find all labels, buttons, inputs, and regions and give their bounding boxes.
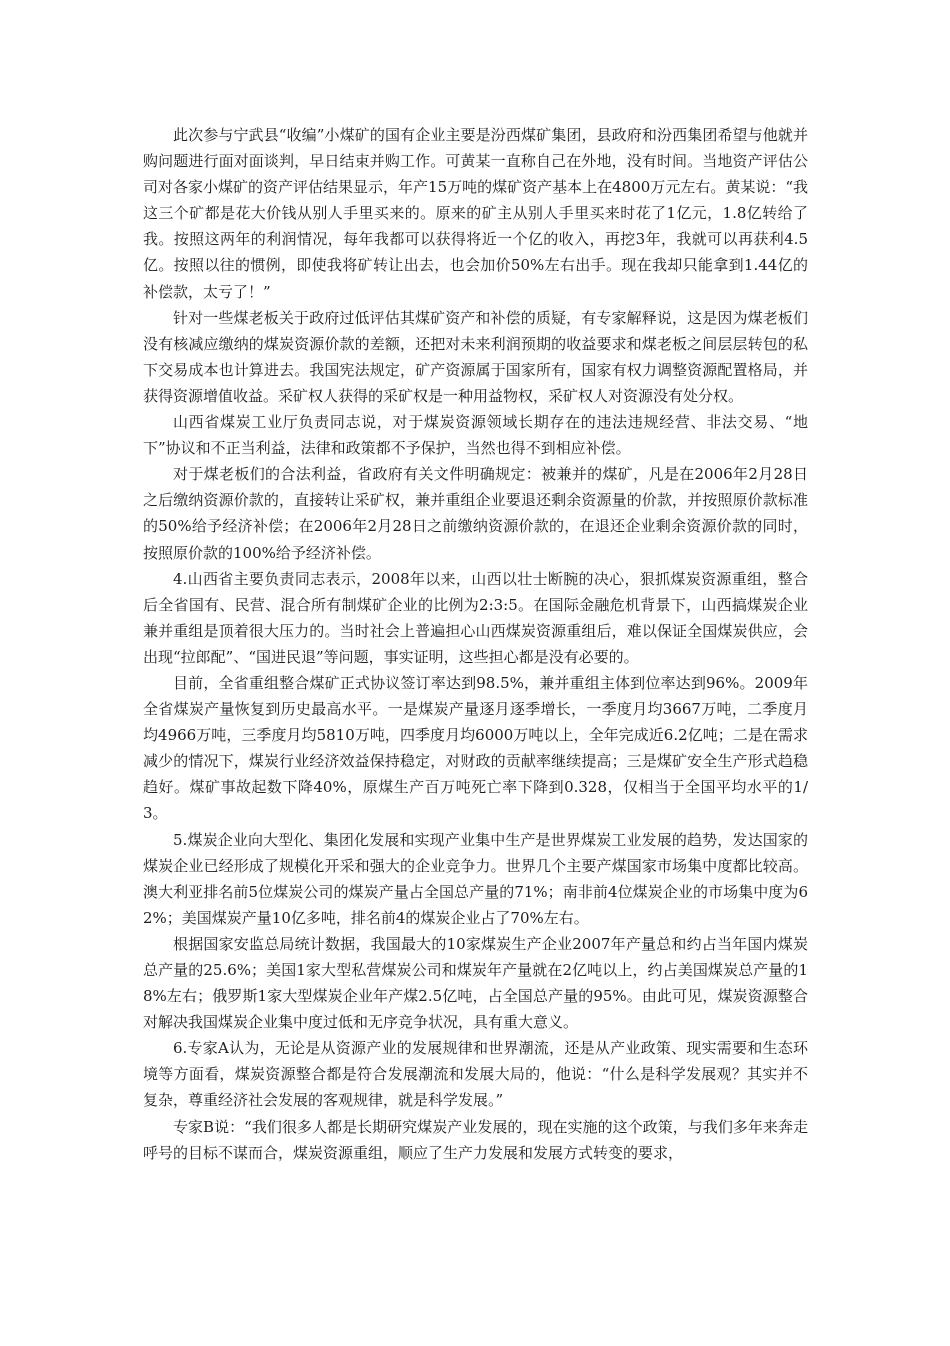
paragraph-10: 专家B说：“我们很多人都是长期研究煤炭产业发展的，现在实施的这个政策，与我们多年来奔走呼号的目标不谋而合，煤炭资源重组，顺应了生产力发展和发展方式转变的要求， bbox=[143, 1117, 808, 1162]
document-body bbox=[143, 122, 808, 1166]
paragraph-1: 此次参与宁武县“收编”小煤矿的国有企业主要是汾西煤矿集团，县政府和汾西集团希望与他就并购问题进行面对面谈判，早日结束并购工作。可黄某一直称自己在外地，没有时间。当地资产评估公司对各家小煤矿的资产评估结果显示，年产15万吨的煤矿资产基本上在4800万元左右。黄某说：“我这三个矿都是花大价钱从别人手里买来的。原来的矿主从别人手里买来时花了1亿元，1.8亿转给了我。按照这两年的利润情况，每年我都可以获得将近一个亿的收入，再挖3年，我就可以再获利4.5亿。按照以往的惯例，即使我将矿转让出去，也会加价50%左右出手。现在我却只能拿到1.44亿的补偿款，太亏了！” bbox=[143, 126, 808, 301]
paragraph-2: 针对一些煤老板关于政府过低评估其煤矿资产和补偿的质疑，有专家解释说，这是因为煤老板们没有核减应缴纳的煤炭资源价款的差额，还把对未来利润预期的收益要求和煤老板之间层层转包的私下交易成本也计算进去。我国宪法规定，矿产资源属于国家所有，国家有权力调整资源配置格局，并获得资源增值收益。采矿权人获得的采矿权是一种用益物权，采矿权人对资源没有处分权。 bbox=[143, 308, 808, 405]
paragraph-9: 6.专家A认为，无论是从资源产业的发展规律和世界潮流，还是从产业政策、现实需要和生态环境等方面看，煤炭资源整合都是符合发展潮流和发展大局的，他说：“什么是科学发展观？其实并不复杂，尊重经济社会发展的客观规律，就是科学发展。” bbox=[143, 1039, 808, 1110]
paragraph-4: 对于煤老板们的合法利益，省政府有关文件明确规定：被兼并的煤矿，凡是在2006年2月28日之后缴纳资源价款的，直接转让采矿权，兼并重组企业要退还剩余资源量的价款，并按照原价款标准的50%给予经济补偿；在2006年2月28日之前缴纳资源价款的，在退还企业剩余资源价款的同时，按照原价款的100%给予经济补偿。 bbox=[143, 465, 808, 562]
paragraph-3: 山西省煤炭工业厅负责同志说，对于煤炭资源领域长期存在的违法违规经营、非法交易、“地下”协议和不正当利益，法律和政策都不予保护，当然也得不到相应补偿。 bbox=[143, 413, 808, 458]
paragraph-5: 4.山西省主要负责同志表示，2008年以来，山西以壮士断腕的决心，狠抓煤炭资源重组，整合后全省国有、民营、混合所有制煤矿企业的比例为2:3:5。在国际金融危机背景下，山西搞煤炭企业兼并重组是顶着很大压力的。当时社会上普遍担心山西煤炭资源重组后，难以保证全国煤炭供应，会出现“拉郎配”、“国进民退”等问题，事实证明，这些担心都是没有必要的。 bbox=[143, 569, 808, 666]
paragraph-7: 5.煤炭企业向大型化、集团化发展和实现产业集中生产是世界煤炭工业发展的趋势，发达国家的煤炭企业已经形成了规模化开采和强大的企业竞争力。世界几个主要产煤国家市场集中度都比较高。澳大利亚排名前5位煤炭公司的煤炭产量占全国总产量的71%；南非前4位煤炭企业的市场集中度为62%；美国煤炭产量10亿多吨，排名前4的煤炭企业占了70%左右。 bbox=[143, 830, 808, 927]
paragraph-6: 目前，全省重组整合煤矿正式协议签订率达到98.5%，兼并重组主体到位率达到96%。2009年全省煤炭产量恢复到历史最高水平。一是煤炭产量逐月逐季增长，一季度月均3667万吨，二季度月均4966万吨，三季度月均5810万吨，四季度月均6000万吨以上，全年完成近6.2亿吨；二是在需求减少的情况下，煤炭行业经济效益保持稳定，对财政的贡献率继续提高；三是煤矿安全生产形式趋稳趋好。煤矿事故起数下降40%，原煤生产百万吨死亡率下降到0.328，仅相当于全国平均水平的1/3。 bbox=[143, 673, 808, 823]
paragraph-8: 根据国家安监总局统计数据，我国最大的10家煤炭生产企业2007年产量总和约占当年国内煤炭总产量的25.6%；美国1家大型私营煤炭公司和煤炭年产量就在2亿吨以上，约占美国煤炭总产量的18%左右；俄罗斯1家大型煤炭企业年产煤2.5亿吨，占全国总产量的95%。由此可见，煤炭资源整合对解决我国煤炭企业集中度过低和无序竞争状况，具有重大意义。 bbox=[143, 934, 808, 1032]
